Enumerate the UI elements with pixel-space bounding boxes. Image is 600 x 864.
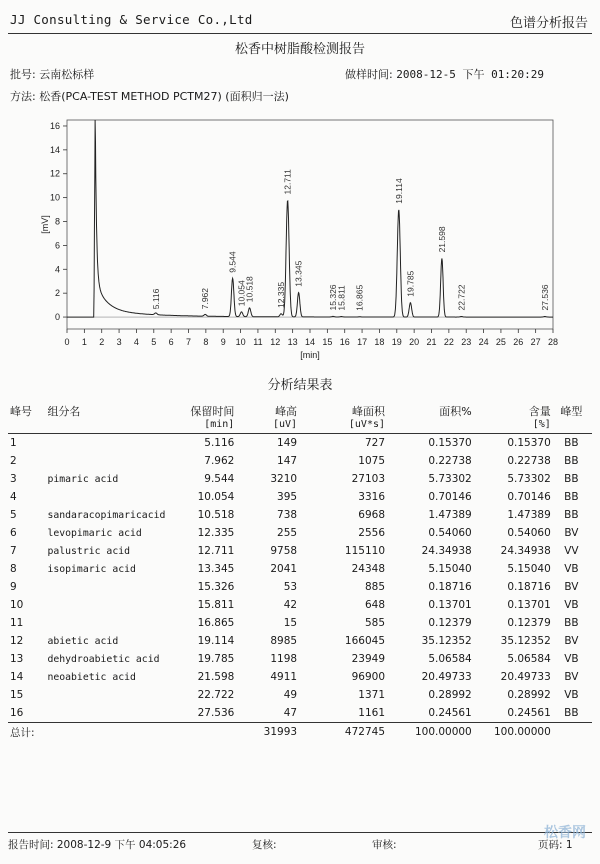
area-percent: 0.15370	[428, 437, 472, 449]
peak-height: 47	[283, 707, 298, 719]
peak-height: 1198	[270, 653, 298, 665]
peak-type: BV	[564, 581, 579, 593]
results-title: 分析结果表	[267, 378, 333, 393]
component-cell	[47, 704, 165, 723]
component-cell	[47, 488, 165, 506]
x-tick-label: 4	[133, 337, 139, 347]
x-tick-label: 6	[168, 337, 174, 347]
x-tick-label: 25	[495, 337, 506, 347]
peak-area: 2556	[358, 527, 386, 539]
peak-height: 738	[277, 509, 298, 521]
total-area: 472745	[297, 723, 385, 742]
area-percent: 5.73302	[428, 473, 472, 485]
area-percent: 5.15040	[428, 563, 472, 575]
peak-number: 14	[10, 671, 24, 683]
x-tick-label: 1	[81, 337, 87, 347]
component-cell	[47, 542, 165, 560]
peak-label: 10.054	[236, 280, 247, 307]
sample-time-value: 2008-12-5 下午 01:20:29	[396, 68, 545, 81]
batch-label: 批号:	[10, 68, 36, 81]
y-tick-label: 4	[54, 264, 60, 275]
peak-height: 4911	[270, 671, 298, 683]
component-name: palustric acid	[47, 546, 131, 557]
batch-value: 云南松标样	[39, 68, 95, 81]
peak-height: 53	[283, 581, 298, 593]
retention-time: 15.811	[197, 599, 235, 611]
unit-rt: [min]	[165, 419, 234, 434]
component-cell	[47, 614, 165, 632]
table-row	[8, 704, 592, 723]
table-row	[8, 488, 592, 506]
table-row	[8, 506, 592, 524]
col-header-area-pct: 面积%	[439, 405, 472, 418]
content: 0.18716	[507, 581, 551, 593]
x-tick-label: 22	[443, 337, 454, 347]
review-label: 复核:	[252, 839, 277, 851]
header-rule	[8, 33, 592, 34]
col-header-area: 峰面积	[352, 405, 386, 418]
content: 0.15370	[507, 437, 551, 449]
total-area-pct: 100.00000	[385, 723, 472, 742]
peak-type: BB	[564, 437, 579, 449]
method-value: 松香(PCA-TEST METHOD PCTM27) (面积归一法)	[39, 90, 289, 103]
company-name: JJ Consulting & Service Co.,Ltd	[10, 12, 253, 27]
component-cell	[47, 524, 165, 542]
component-cell	[47, 596, 165, 614]
peak-label: 9.544	[227, 251, 238, 273]
peak-type: VV	[564, 545, 579, 557]
content: 35.12352	[500, 635, 551, 647]
peak-type: VB	[564, 653, 579, 665]
table-row	[8, 632, 592, 650]
x-axis-label: [min]	[300, 350, 320, 360]
peak-type: BB	[564, 707, 579, 719]
col-header-height: 峰高	[275, 405, 298, 418]
component-cell	[47, 434, 165, 453]
retention-time: 22.722	[197, 689, 235, 701]
y-tick-label: 8	[54, 216, 60, 227]
peak-type: BB	[564, 509, 579, 521]
retention-time: 12.711	[197, 545, 235, 557]
peak-type: BV	[564, 671, 579, 683]
area-percent: 20.49733	[421, 671, 472, 683]
x-tick-label: 17	[357, 337, 368, 347]
peak-label: 19.114	[393, 178, 404, 204]
x-tick-label: 2	[99, 337, 105, 347]
retention-time: 12.335	[197, 527, 235, 539]
total-height: 31993	[234, 723, 297, 742]
sample-time-label: 做样时间:	[345, 68, 393, 81]
x-tick-label: 9	[220, 337, 226, 347]
table-row	[8, 668, 592, 686]
content: 0.28992	[507, 689, 551, 701]
col-header-content: 含量	[528, 405, 551, 418]
x-tick-label: 23	[461, 337, 472, 347]
x-tick-label: 13	[287, 337, 298, 347]
page-number: 页码: 1	[538, 839, 573, 851]
table-row	[8, 578, 592, 596]
peak-number: 3	[10, 473, 17, 485]
x-tick-label: 16	[339, 337, 350, 347]
peak-area: 166045	[344, 635, 386, 647]
x-tick-label: 10	[235, 337, 246, 347]
results-units-row	[8, 419, 592, 434]
results-header-row	[8, 400, 592, 419]
y-tick-label: 6	[54, 240, 60, 251]
peak-height: 255	[277, 527, 298, 539]
y-tick-label: 14	[49, 144, 60, 155]
watermark-logo: 松香网	[544, 825, 586, 841]
peak-label: 12.711	[282, 169, 293, 195]
table-row	[8, 434, 592, 453]
peak-area: 115110	[344, 545, 386, 557]
peak-type: BV	[564, 635, 579, 647]
retention-time: 19.114	[197, 635, 235, 647]
component-cell	[47, 470, 165, 488]
retention-time: 16.865	[197, 617, 235, 629]
peak-height: 42	[283, 599, 298, 611]
retention-time: 9.544	[204, 473, 235, 485]
col-header-component: 组分名	[47, 405, 81, 418]
component-cell	[47, 650, 165, 668]
retention-time: 13.345	[197, 563, 235, 575]
report-time: 报告时间: 2008-12-9 下午 04:05:26	[8, 839, 187, 851]
peak-label: 10.518	[244, 276, 255, 303]
retention-time: 10.518	[197, 509, 235, 521]
retention-time: 27.536	[197, 707, 235, 719]
area-percent: 35.12352	[421, 635, 472, 647]
peak-area: 1075	[358, 455, 386, 467]
component-cell	[47, 578, 165, 596]
peak-label: 7.962	[200, 287, 211, 310]
peak-label: 16.865	[354, 284, 365, 311]
x-tick-label: 7	[185, 337, 192, 347]
sample-time	[345, 66, 544, 82]
peak-area: 96900	[351, 671, 386, 683]
peak-type: BB	[564, 617, 579, 629]
x-tick-label: 11	[253, 337, 263, 347]
content: 1.47389	[507, 509, 551, 521]
chromatogram-chart	[0, 110, 600, 360]
content: 0.13701	[507, 599, 551, 611]
component-name: isopimaric acid	[47, 564, 136, 575]
peak-label: 13.345	[293, 260, 304, 287]
peak-area: 885	[364, 581, 386, 593]
peak-height: 15	[283, 617, 298, 629]
peak-number: 5	[10, 509, 17, 521]
peak-area: 648	[364, 599, 386, 611]
peak-area: 3316	[358, 491, 386, 503]
peak-number: 16	[10, 707, 24, 719]
content: 5.15040	[507, 563, 551, 575]
content: 0.12379	[507, 617, 551, 629]
peak-label: 15.326	[328, 284, 339, 311]
content: 0.54060	[507, 527, 551, 539]
component-name: pimaric acid	[47, 474, 119, 485]
peak-type: BV	[564, 527, 579, 539]
peak-height: 3210	[270, 473, 298, 485]
unit-content: [%]	[472, 419, 551, 434]
peak-type: VB	[564, 689, 579, 701]
content: 20.49733	[500, 671, 551, 683]
x-tick-label: 27	[530, 337, 541, 347]
component-cell	[47, 668, 165, 686]
peak-area: 1161	[358, 707, 386, 719]
peak-type: BB	[564, 491, 579, 503]
peak-type: VB	[564, 599, 579, 611]
peak-label: 27.536	[539, 284, 550, 311]
method-label: 方法:	[10, 90, 36, 103]
area-percent: 0.22738	[428, 455, 472, 467]
peak-type: BB	[564, 473, 579, 485]
x-tick-label: 26	[513, 337, 524, 347]
x-tick-label: 5	[151, 337, 157, 347]
signal-trace	[67, 120, 553, 317]
component-name: neoabietic acid	[47, 672, 136, 683]
x-tick-label: 12	[270, 337, 281, 347]
area-percent: 0.18716	[428, 581, 472, 593]
peak-height: 8985	[270, 635, 298, 647]
peak-area: 27103	[351, 473, 386, 485]
x-tick-label: 24	[478, 337, 489, 347]
peak-number: 9	[10, 581, 17, 593]
peak-label: 21.598	[436, 226, 447, 253]
table-row	[8, 470, 592, 488]
x-tick-label: 18	[374, 337, 385, 347]
component-name: dehydroabietic acid	[47, 654, 160, 665]
peak-height: 9758	[270, 545, 298, 557]
table-row	[8, 614, 592, 632]
peak-number: 1	[10, 437, 17, 449]
peak-label: 15.811	[336, 285, 347, 311]
x-tick-label: 28	[547, 337, 559, 347]
peak-height: 49	[283, 689, 298, 701]
total-label: 总计:	[8, 723, 47, 742]
retention-time: 10.054	[197, 491, 235, 503]
peak-area: 585	[364, 617, 386, 629]
x-tick-label: 8	[203, 337, 209, 347]
component-cell	[47, 506, 165, 524]
peak-number: 2	[10, 455, 17, 467]
peak-number: 10	[10, 599, 24, 611]
area-percent: 0.12379	[428, 617, 472, 629]
y-tick-label: 12	[49, 168, 60, 179]
peak-number: 11	[10, 617, 24, 629]
peak-area: 1371	[358, 689, 386, 701]
table-row	[8, 542, 592, 560]
col-header-peak: 峰号	[10, 405, 32, 418]
peak-number: 13	[10, 653, 24, 665]
retention-time: 15.326	[197, 581, 235, 593]
component-cell	[47, 452, 165, 470]
content: 5.06584	[507, 653, 551, 665]
peak-number: 7	[10, 545, 17, 557]
x-tick-label: 21	[426, 337, 437, 347]
peak-label: 12.335	[276, 281, 287, 308]
area-percent: 24.34938	[421, 545, 472, 557]
footer-rule	[8, 832, 592, 833]
peak-height: 147	[277, 455, 298, 467]
area-percent: 5.06584	[428, 653, 472, 665]
col-header-rt: 保留时间	[190, 405, 235, 418]
peak-area: 23949	[351, 653, 386, 665]
component-name: abietic acid	[47, 636, 119, 647]
x-tick-label: 20	[409, 337, 420, 347]
peak-type: VB	[564, 563, 579, 575]
peak-height: 2041	[270, 563, 298, 575]
y-tick-label: 16	[49, 120, 60, 131]
table-row	[8, 650, 592, 668]
peak-number: 12	[10, 635, 24, 647]
peak-number: 8	[10, 563, 17, 575]
peak-area: 6968	[358, 509, 386, 521]
component-name: sandaracopimaricacid	[47, 510, 166, 521]
document-type: 色谱分析报告	[509, 16, 588, 31]
component-cell	[47, 560, 165, 578]
peak-label: 19.785	[405, 270, 416, 297]
table-row	[8, 596, 592, 614]
peak-label: 5.116	[150, 288, 161, 310]
peak-area: 24348	[351, 563, 386, 575]
peak-number: 4	[10, 491, 17, 503]
retention-time: 7.962	[204, 455, 235, 467]
retention-time: 21.598	[197, 671, 235, 683]
y-tick-label: 10	[49, 192, 60, 203]
x-tick-label: 3	[116, 337, 122, 347]
area-percent: 1.47389	[428, 509, 472, 521]
results-total-row	[8, 723, 592, 742]
table-row	[8, 452, 592, 470]
content: 0.70146	[507, 491, 551, 503]
col-header-peak-type: 峰型	[560, 405, 583, 418]
report-title: 松香中树脂酸检测报告	[234, 42, 365, 57]
retention-time: 19.785	[197, 653, 235, 665]
table-row	[8, 524, 592, 542]
audit-label: 审核:	[372, 839, 397, 851]
y-tick-label: 2	[54, 288, 60, 299]
method-row	[10, 88, 289, 104]
peak-area: 727	[364, 437, 386, 449]
component-name: levopimaric acid	[47, 528, 142, 539]
peak-number: 6	[10, 527, 17, 539]
content: 0.22738	[507, 455, 551, 467]
x-tick-label: 19	[391, 337, 402, 347]
retention-time: 5.116	[204, 437, 235, 449]
plot-frame	[67, 120, 553, 329]
peak-type: BB	[564, 455, 579, 467]
component-cell	[47, 632, 165, 650]
area-percent: 0.54060	[428, 527, 472, 539]
component-cell	[47, 686, 165, 704]
unit-height: [uV]	[234, 419, 297, 434]
y-tick-label: 0	[54, 312, 60, 323]
x-tick-label: 14	[304, 337, 316, 347]
content: 0.24561	[507, 707, 551, 719]
table-row	[8, 560, 592, 578]
content: 5.73302	[507, 473, 551, 485]
area-percent: 0.70146	[428, 491, 472, 503]
area-percent: 0.24561	[428, 707, 472, 719]
peak-height: 395	[277, 491, 298, 503]
results-table	[8, 400, 592, 741]
peak-label: 22.722	[456, 284, 467, 311]
unit-area: [uV*s]	[297, 419, 385, 434]
y-axis-label: [mV]	[40, 215, 50, 234]
peak-height: 149	[277, 437, 298, 449]
table-row	[8, 686, 592, 704]
x-tick-label: 15	[322, 337, 333, 347]
total-content: 100.00000	[472, 723, 551, 742]
area-percent: 0.28992	[428, 689, 472, 701]
batch-row	[10, 66, 94, 82]
content: 24.34938	[500, 545, 551, 557]
x-tick-label: 0	[64, 337, 70, 347]
area-percent: 0.13701	[428, 599, 472, 611]
peak-number: 15	[10, 689, 24, 701]
